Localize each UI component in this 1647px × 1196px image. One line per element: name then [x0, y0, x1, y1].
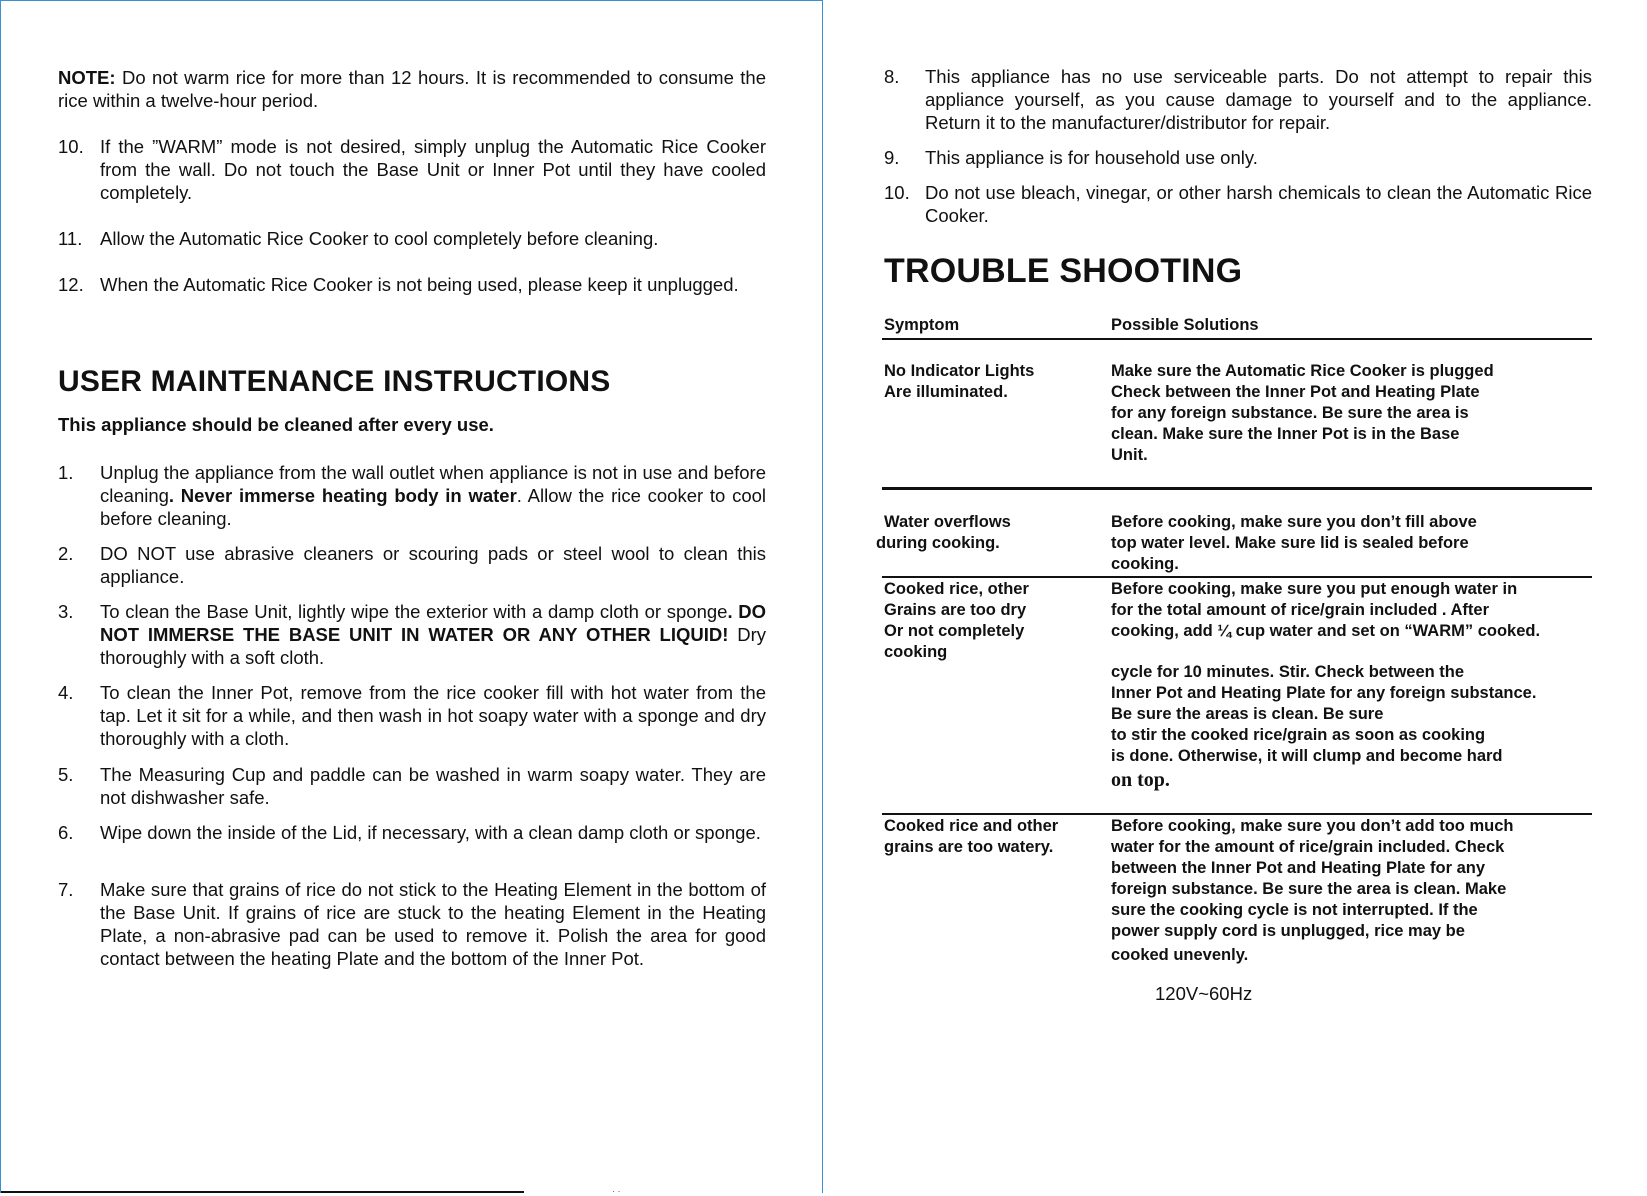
- item-text: Make sure that grains of rice do not stick to the Heating Element in the bottom of the Base Unit. If grains of rice are stuck to the heating Element in the Heating Plate, a non-abrasive pad can be used to remove it. Polish the area for good contact between the heating Plate and the bottom of the Inner Pot.: [100, 879, 766, 969]
- item-text: Wipe down the inside of the Lid, if necessary, with a clean damp cloth or sponge.: [100, 822, 761, 843]
- item-number: 9.: [884, 147, 900, 168]
- item-number: 7.: [58, 879, 74, 900]
- solution-cell: Before cooking, make sure you don’t fill above top water level. Make sure lid is sealed before cooking.: [1111, 513, 1477, 573]
- item-text: The Measuring Cup and paddle can be washed in warm soapy water. They are not dishwasher safe.: [100, 764, 766, 808]
- item-number: 6.: [58, 822, 74, 843]
- header-rule: [882, 338, 1592, 340]
- symptom-cell: Water overflows during cooking.: [876, 513, 1011, 552]
- item-number: 12.: [58, 274, 84, 295]
- item-text: This appliance has no use serviceable parts. Do not attempt to repair this appliance yourself, as you cause damage to yourself and to the appliance. Return it to the manufacturer/distributor for repair.: [925, 66, 1592, 133]
- symptom-cell: Cooked rice, other Grains are too dry Or not completely cooking: [884, 580, 1029, 661]
- item-text: Allow the Automatic Rice Cooker to cool completely before cleaning.: [100, 228, 659, 249]
- note-text: Do not warm rice for more than 12 hours. It is recommended to consume the rice within a twelve-hour period.: [58, 67, 766, 111]
- item-number: 1.: [58, 462, 74, 483]
- item-text: DO NOT use abrasive cleaners or scouring pads or steel wool to clean this appliance.: [100, 543, 766, 587]
- symptom-cell: Cooked rice and other grains are too watery.: [884, 817, 1059, 856]
- symptom-cell: No Indicator Lights Are illuminated.: [884, 362, 1035, 401]
- item-number: 10.: [884, 182, 910, 203]
- item-number: 5.: [58, 764, 74, 785]
- item-text: When the Automatic Rice Cooker is not being used, please keep it unplugged.: [100, 274, 739, 295]
- maintenance-subheading: This appliance should be cleaned after every use.: [58, 414, 494, 435]
- troubleshooting-heading: TROUBLE SHOOTING: [884, 252, 1243, 290]
- solution-cell: Before cooking, make sure you put enough water in for the total amount of rice/grain included . After cooking, add ¼ cup water and set on “WARM” cooked.: [1111, 580, 1541, 640]
- item-text: If the ”WARM” mode is not desired, simply unplug the Automatic Rice Cooker from the wall. Do not touch the Base Unit or Inner Pot until they have cooled completely.: [100, 136, 766, 203]
- solution-cell-end: on top.: [1111, 769, 1170, 791]
- solution-cell-continued: cycle for 10 minutes. Stir. Check between the Inner Pot and Heating Plate for any foreign substance. Be sure the areas is clean. Be sure to stir the cooked rice/grain as soon as cooking is done. Otherwise, it will clump and become hard: [1111, 663, 1537, 765]
- item-number: 8.: [884, 66, 900, 87]
- row-rule: [882, 813, 1592, 815]
- solution-cell: Make sure the Automatic Rice Cooker is plugged Check between the Inner Pot and Heating Plate for any foreign substance. Be sure the area is clean. Make sure the Inner Pot is in the Base Unit.: [1111, 362, 1494, 464]
- item-text: Unplug the appliance from the wall outlet when appliance is not in use and before cleaning. Never immerse heating body in water. Allow the rice cooker to cool before cleaning.: [100, 462, 767, 529]
- maintenance-heading: USER MAINTENANCE INSTRUCTIONS: [58, 365, 611, 398]
- left-page: [0, 0, 823, 1196]
- voltage-rating: 120V~60Hz: [1155, 983, 1253, 1004]
- item-number: 3.: [58, 601, 74, 622]
- right-page: [824, 0, 1647, 1193]
- footer-artifact: · ·: [612, 1186, 621, 1196]
- solution-cell: Before cooking, make sure you don’t add too much water for the amount of rice/grain included. Check between the Inner Pot and Heating Plate for any foreign substance. Be sure the area is clean. Make sure the cooking cycle is not interrupted. If the power supply cord is unplugged, rice may be cooked unevenly.: [1111, 817, 1514, 964]
- col-solutions-header: Possible Solutions: [1111, 316, 1259, 334]
- item-text: This appliance is for household use only.: [925, 147, 1258, 168]
- item-text: To clean the Inner Pot, remove from the rice cooker fill with hot water from the tap. Let it sit for a while, and then wash in hot soapy water with a sponge and dry thoroughly with a cloth.: [100, 682, 766, 749]
- item-text: Do not use bleach, vinegar, or other harsh chemicals to clean the Automatic Rice Cooker.: [925, 182, 1592, 226]
- note-label: NOTE:: [58, 67, 116, 88]
- item-text: To clean the Base Unit, lightly wipe the exterior with a damp cloth or sponge. DO NOT IMMERSE THE BASE UNIT IN WATER OR ANY OTHER LIQUID! Dry thoroughly with a soft cloth.: [100, 601, 766, 668]
- row-rule: [882, 487, 1592, 490]
- row-rule: [882, 576, 1592, 578]
- item-number: 11.: [58, 228, 83, 249]
- note-paragraph: [58, 66, 766, 112]
- item-number: 4.: [58, 682, 74, 703]
- item-number: 2.: [58, 543, 74, 564]
- item-number: 10.: [58, 136, 84, 157]
- col-symptom-header: Symptom: [884, 316, 960, 334]
